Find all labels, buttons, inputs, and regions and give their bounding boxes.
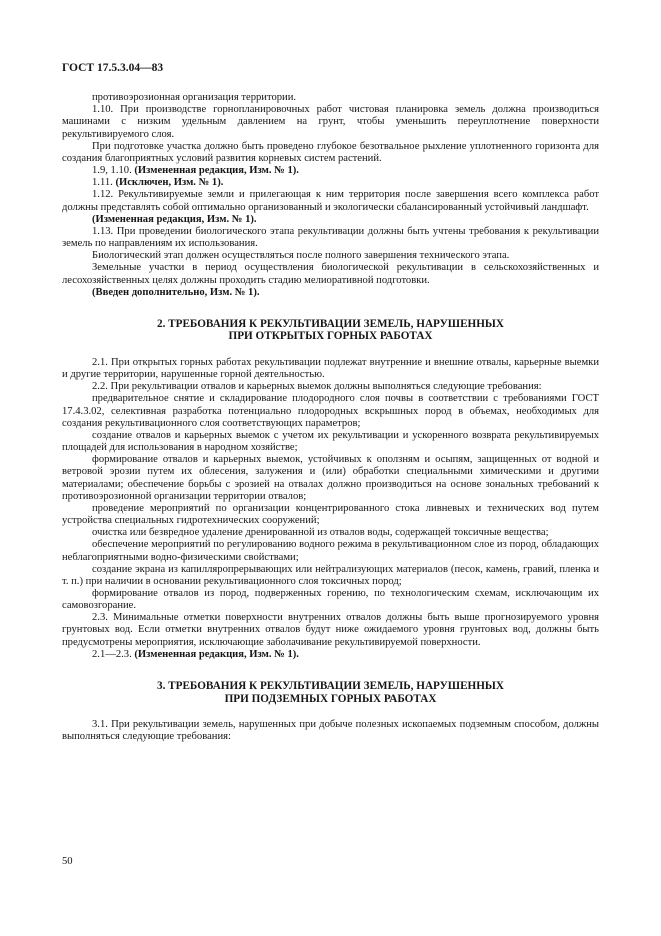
section-2-title: 2. ТРЕБОВАНИЯ К РЕКУЛЬТИВАЦИИ ЗЕМЕЛЬ, НАРУШЕННЫХ ПРИ ОТКРЫТЫХ ГОРНЫХ РАБОТАХ xyxy=(156,317,505,343)
section-3-title: 3. ТРЕБОВАНИЯ К РЕКУЛЬТИВАЦИИ ЗЕМЕЛЬ, НАРУШЕННЫХ ПРИ ПОДЗЕМНЫХ ГОРНЫХ РАБОТАХ xyxy=(156,679,505,705)
paragraph: 2.2. При рекультивации отвалов и карьерных выемок должны выполняться следующие требования: xyxy=(92,381,542,393)
amendment-note: 1.11. (Исключен, Изм. № 1). xyxy=(92,177,224,189)
paragraph: создание отвалов и карьерных выемок с учетом их рекультивации и ускоренного возврата рекультивируемых площадей для использования в народном хозяйстве; xyxy=(62,429,599,454)
paragraph: очистка или безвредное удаление дренированной из отвалов воды, содержащей токсичные вещества; xyxy=(92,527,549,539)
paragraph: 2.1. При открытых горных работах рекультивации подлежат внутренние и внешние отвалы, карьерные выемки и другие территории, нарушенные горной деятельностью. xyxy=(62,357,599,381)
paragraph: Земельные участки в период осуществления биологической рекультивации в сельскохозяйственных и лесохозяйственных целях должны проходить стадию мелиоративной подготовки. xyxy=(62,262,599,286)
paragraph: 3.1. При рекультивации земель, нарушенных при добыче полезных ископаемых подземным способом, должны выполняться следующие требования: xyxy=(62,719,599,743)
page-number: 50 xyxy=(62,856,73,867)
amendment-note: (Измененная редакция, Изм. № 1). xyxy=(92,213,257,225)
amendment-note: 2.1—2.3. (Измененная редакция, Изм. № 1). xyxy=(92,648,299,660)
paragraph: формирование отвалов из пород, подверженных горению, по технологическим схемам, исключающим их самовозгорание. xyxy=(62,587,599,612)
paragraph: Биологический этап должен осуществляться после полного завершения технического этапа. xyxy=(92,250,510,262)
amendment-note: 1.9, 1.10. (Измененная редакция, Изм. № 1). xyxy=(92,165,299,177)
intro-block xyxy=(62,92,599,299)
paragraph: обеспечение мероприятий по регулированию водного режима в рекультивационном слое из пород, обладающих неблагоприятными водно-физическими свойствами; xyxy=(62,539,599,563)
paragraph: 1.12. Рекультивируемые земли и прилегающая к ним территория после завершения всего комплекса работ должны представлять собой оптимально организованный и экологически сбалансированный устойчивый ландшафт. xyxy=(62,189,599,213)
paragraph: противоэрозионная организация территории. xyxy=(92,92,297,104)
paragraph: При подготовке участка должно быть проведено глубокое безотвальное рыхление уплотненного горизонта для создания благоприятных условий развития корневых систем растений. xyxy=(62,140,599,164)
document-header: ГОСТ 17.5.3.04—83 xyxy=(62,62,164,74)
paragraph: 2.3. Минимальные отметки поверхности внутренних отвалов должны быть выше прогнозируемого уровня грунтовых вод. Если отметки внутренних отвалов будут ниже ожидаемого уровня грунтовых вод, должны быть предусмотрены мероприятия, исключающие заболачивание рекультивируемой поверхности. xyxy=(62,612,599,648)
paragraph: проведение мероприятий по организации концентрированного стока ливневых и технических вод путем устройства специальных гидротехнических сооружений; xyxy=(62,502,599,527)
paragraph: формирование отвалов и карьерных выемок, устойчивых к оползням и осыпям, защищенных от водной и ветровой эрозии путем их облесения, залужения и (или) обработки специальными химическими и другими материалами; обеспечение борьбы с эрозией на отвалах должно производиться на основе зональных требований к противоэрозионной организации территории отвалов; xyxy=(62,454,599,502)
section-2-body xyxy=(62,357,599,661)
paragraph: предварительное снятие и складирование плодородного слоя почвы в соответствии с требованиями ГОСТ 17.4.3.02, селективная разработка потенциально плодородных вскрышных пород в объемах, необходимых для создания рекультивационного слоя соответствующих параметров; xyxy=(62,393,599,429)
paragraph: 1.13. При проведении биологического этапа рекультивации должны быть учтены требования к рекультивации земель по направлениям их использования. xyxy=(62,225,599,250)
paragraph: создание экрана из капилляропрерывающих или нейтрализующих материалов (песок, камень, гравий, пленка и т. п.) при наличии в основании рекультивационного слоя токсичных пород; xyxy=(62,563,599,587)
section-3-body xyxy=(62,719,599,743)
paragraph: 1.10. При производстве горнопланировочных работ чистовая планировка земель должна производиться машинами с низким удельным давлением на грунт, чтобы уменьшить переуплотнение поверхности рекультивируемого слоя. xyxy=(62,104,599,140)
amendment-note: (Введен дополнительно, Изм. № 1). xyxy=(92,286,260,298)
